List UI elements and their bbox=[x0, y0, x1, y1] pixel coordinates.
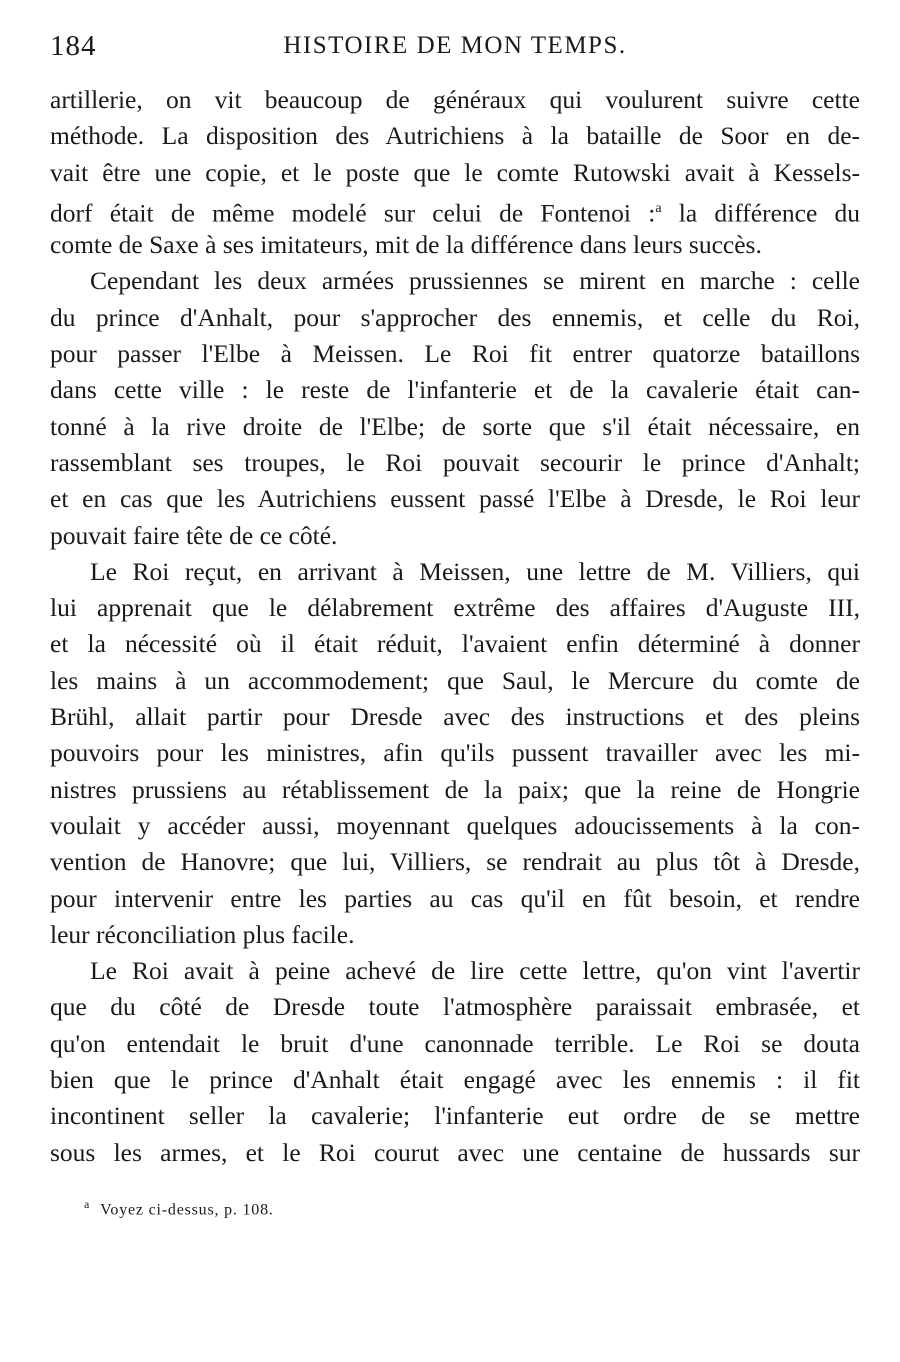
footnote-mark: a bbox=[84, 1197, 91, 1211]
text-line: Brühl, allait partir pour Dresde avec des instructions et des pleins bbox=[50, 702, 860, 732]
text-line: voulait y accéder aussi, moyennant quelques adoucissements à la con- bbox=[50, 810, 860, 840]
footnote-reference[interactable]: a bbox=[655, 200, 662, 216]
page-header bbox=[50, 30, 860, 70]
text-line: tonné à la rive droite de l'Elbe; de sorte que s'il était nécessaire, en bbox=[50, 411, 860, 441]
text-line: vention de Hanovre; que lui, Villiers, se rendrait au plus tôt à Dresde, bbox=[50, 847, 860, 877]
text-line: rassemblant ses troupes, le Roi pouvait secourir le prince d'Anhalt; bbox=[50, 447, 860, 477]
text-line: comte de Saxe à ses imitateurs, mit de la différence dans leurs succès. bbox=[50, 230, 762, 260]
paragraph bbox=[50, 953, 860, 1171]
body-text bbox=[50, 82, 860, 1171]
text-line: Le Roi avait à peine achevé de lire cette lettre, qu'on vint l'avertir bbox=[90, 956, 860, 986]
paragraph bbox=[50, 554, 860, 953]
text-line: pouvait faire tête de ce côté. bbox=[50, 520, 338, 550]
text-line: les mains à un accommodement; que Saul, le Mercure du comte de bbox=[50, 665, 860, 695]
text-line: leur réconciliation plus facile. bbox=[50, 919, 355, 949]
text-line: et en cas que les Autrichiens eussent passé l'Elbe à Dresde, le Roi leur bbox=[50, 484, 860, 514]
paragraph bbox=[50, 82, 860, 263]
paragraph bbox=[50, 263, 860, 553]
text-line: méthode. La disposition des Autrichiens à la bataille de Soor en de- bbox=[50, 121, 860, 151]
text-line: sous les armes, et le Roi courut avec une centaine de hussards sur bbox=[50, 1137, 860, 1167]
text-line-part: la différence du bbox=[678, 198, 860, 228]
text-line: dans cette ville : le reste de l'infanterie et de la cavalerie était can- bbox=[50, 375, 860, 405]
text-line-part: dorf était de même modelé sur celui de Fontenoi : bbox=[50, 198, 656, 228]
text-line: Cependant les deux armées prussiennes se mirent en marche : celle bbox=[90, 266, 860, 296]
page-number: 184 bbox=[50, 30, 97, 62]
text-line: et la nécessité où il était réduit, l'avaient enfin déterminé à donner bbox=[50, 629, 860, 659]
footnote-text: Voyez ci-dessus, p. 108. bbox=[100, 1201, 274, 1219]
footnote bbox=[84, 1197, 274, 1219]
text-line: du prince d'Anhalt, pour s'approcher des ennemis, et celle du Roi, bbox=[50, 302, 860, 332]
text-line: pour passer l'Elbe à Meissen. Le Roi fit entrer quatorze bataillons bbox=[50, 339, 860, 369]
text-line: Le Roi reçut, en arrivant à Meissen, une lettre de M. Villiers, qui bbox=[90, 556, 860, 586]
text-line: que du côté de Dresde toute l'atmosphère paraissait embrasée, et bbox=[50, 992, 860, 1022]
text-line: vait être une copie, et le poste que le comte Rutowski avait à Kessels- bbox=[50, 157, 860, 187]
text-line: lui apprenait que le délabrement extrême des affaires d'Auguste III, bbox=[50, 593, 860, 623]
text-line: pouvoirs pour les ministres, afin qu'ils pussent travailler avec les mi- bbox=[50, 738, 860, 768]
text-line: pour intervenir entre les parties au cas qu'il en fût besoin, et rendre bbox=[50, 883, 860, 913]
text-line: artillerie, on vit beaucoup de généraux qui voulurent suivre cette bbox=[50, 85, 860, 114]
running-head: HISTOIRE DE MON TEMPS. bbox=[283, 32, 627, 59]
text-line: bien que le prince d'Anhalt était engagé avec les ennemis : il fit bbox=[50, 1065, 860, 1095]
text-line: qu'on entendait le bruit d'une canonnade terrible. Le Roi se douta bbox=[50, 1028, 860, 1058]
text-line-with-footnote-ref bbox=[50, 191, 860, 227]
text-line: nistres prussiens au rétablissement de la paix; que la reine de Hongrie bbox=[50, 774, 860, 804]
text-line: incontinent seller la cavalerie; l'infanterie eut ordre de se mettre bbox=[50, 1101, 860, 1131]
